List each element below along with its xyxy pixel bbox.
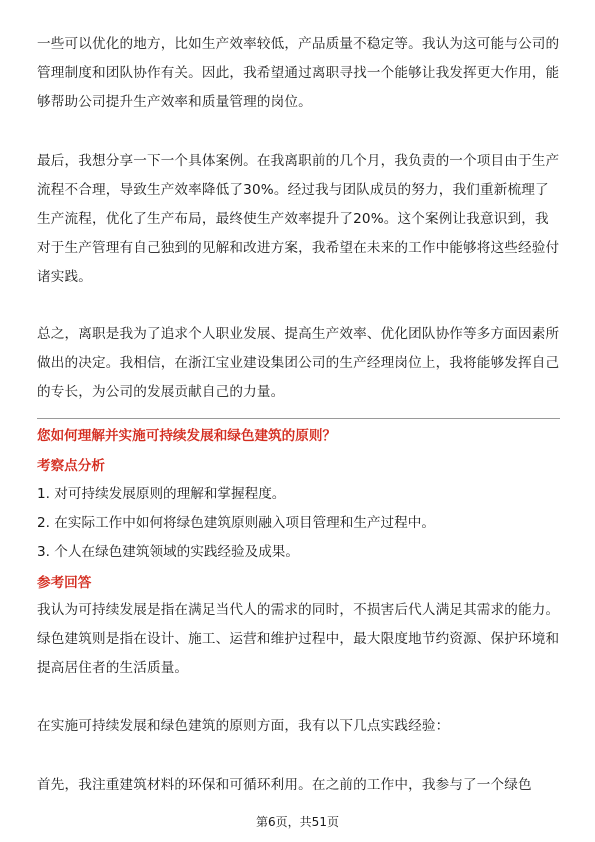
page-number: 第6页，共51页	[256, 815, 339, 829]
answer-paragraph-definition: 我认为可持续发展是指在满足当代人的需求的同时，不损害后代人满足其需求的能力。绿色建筑则是指在设计、施工、运营和维护过程中，最大限度地节约资源、保护环境和提高居住者的生活质量。	[37, 602, 560, 676]
answer-heading: 参考回答	[37, 575, 92, 591]
analysis-item: 3. 个人在绿色建筑领域的实践经验及成果。	[37, 544, 299, 560]
paragraph-optimization: 一些可以优化的地方，比如生产效率较低，产品质量不稳定等。我认为这可能与公司的管理制度和团队协作有关。因此，我希望通过离职寻找一个能够让我发挥更大作用，能够帮助公司提升生产效率和质量管理的岗位。	[37, 36, 560, 110]
paragraph-case-study: 最后，我想分享一下一个具体案例。在我离职前的几个月，我负责的一个项目由于生产流程不合理，导致生产效率降低了30%。经过我与团队成员的努力，我们重新梳理了生产流程，优化了生产布局，最终使生产效率提升了20%。这个案例让我意识到，我对于生产管理有自己独到的见解和改进方案，我希望在未来的工作中能够将这些经验付诸实践。	[37, 153, 560, 285]
analysis-heading: 考察点分析	[37, 458, 105, 474]
section-divider	[37, 418, 560, 419]
analysis-item: 2. 在实际工作中如何将绿色建筑原则融入项目管理和生产过程中。	[37, 515, 435, 531]
analysis-item: 1. 对可持续发展原则的理解和掌握程度。	[37, 486, 286, 502]
question-heading: 您如何理解并实施可持续发展和绿色建筑的原则？	[37, 428, 337, 444]
answer-paragraph-first: 首先，我注重建筑材料的环保和可循环利用。在之前的工作中，我参与了一个绿色	[37, 777, 532, 793]
answer-paragraph-intro: 在实施可持续发展和绿色建筑的原则方面，我有以下几点实践经验：	[37, 718, 450, 734]
paragraph-conclusion: 总之，离职是我为了追求个人职业发展、提高生产效率、优化团队协作等多方面因素所做出的决定。我相信，在浙江宝业建设集团公司的生产经理岗位上，我将能够发挥自己的专长，为公司的发展贡献自己的力量。	[37, 326, 560, 400]
